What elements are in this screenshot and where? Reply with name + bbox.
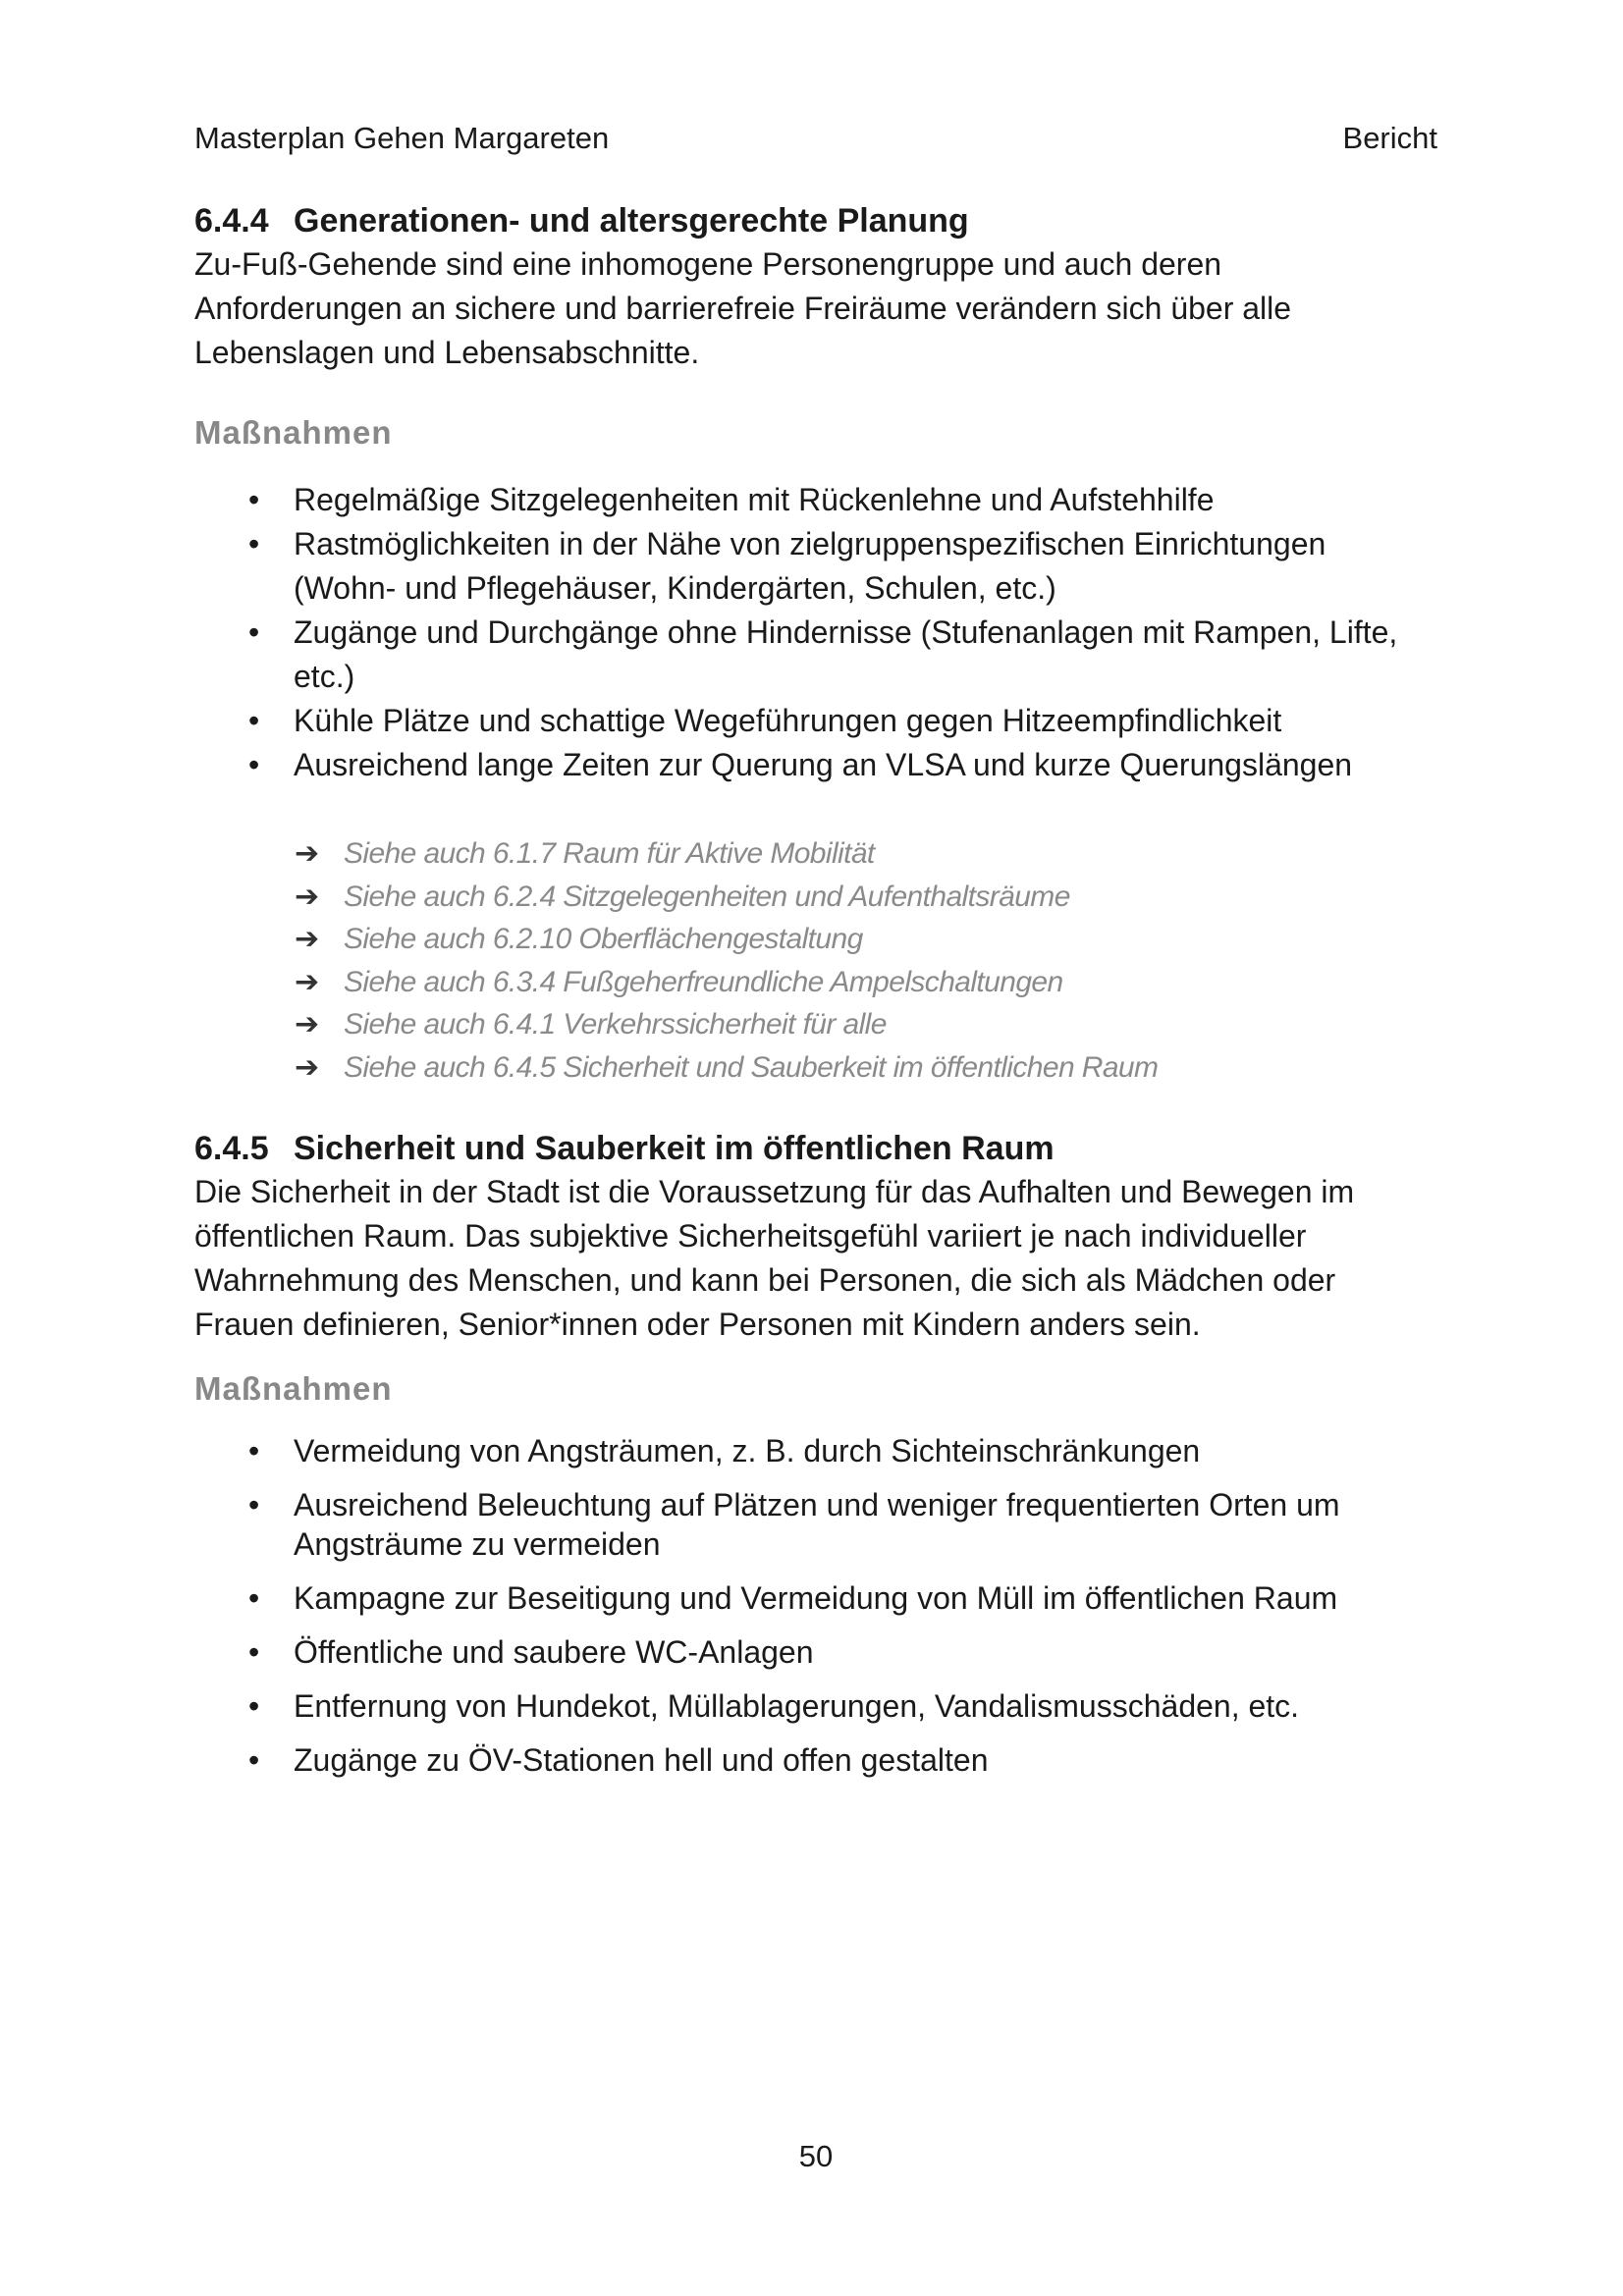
section-number: 6.4.5: [194, 1130, 269, 1167]
header-section-label: Bericht: [1342, 121, 1437, 155]
bullet-icon: •: [248, 1487, 260, 1522]
paragraph-line: Wahrnehmung des Menschen, und kann bei Personen, die sich als Mädchen oder: [194, 1262, 1336, 1298]
section-heading: [194, 199, 1437, 242]
bullet-icon: •: [248, 1688, 260, 1724]
list-item-text: Angsträume zu vermeiden: [294, 1526, 661, 1562]
arrow-right-icon: ➔: [295, 965, 319, 998]
reference-item: [194, 832, 1437, 876]
measures-list-6-4-5: [194, 1431, 1437, 1794]
arrow-right-icon: ➔: [295, 923, 319, 955]
document-page: [194, 0, 1437, 2296]
bullet-icon: •: [248, 1433, 260, 1468]
page-number: 50: [798, 2139, 834, 2173]
reference-text: Siehe auch 6.2.10 Oberflächengestaltung: [344, 923, 863, 955]
bullet-icon: •: [248, 614, 260, 650]
arrow-right-icon: ➔: [295, 837, 319, 870]
reference-list: [194, 832, 1437, 1089]
bullet-icon: •: [248, 1634, 260, 1670]
running-header: [194, 120, 1437, 157]
list-item: [194, 743, 1437, 787]
list-item: [194, 1686, 1437, 1726]
section-paragraph: [194, 242, 1437, 375]
section-heading: [194, 1127, 1437, 1170]
bullet-icon: •: [248, 482, 260, 517]
paragraph-line: Zu-Fuß-Gehende sind eine inhomogene Personengruppe und auch deren: [194, 246, 1222, 282]
reference-text: Siehe auch 6.1.7 Raum für Aktive Mobilität: [344, 837, 875, 870]
measures-heading: Maßnahmen: [194, 1370, 393, 1407]
measures-heading-block: [194, 1367, 1437, 1411]
list-item-text: Entfernung von Hundekot, Müllablagerungen, Vandalismusschäden, etc.: [294, 1688, 1300, 1724]
list-item-text: Ausreichend Beleuchtung auf Plätzen und weniger frequentierten Orten um: [294, 1487, 1340, 1522]
list-item-text: Zugänge und Durchgänge ohne Hindernisse (Stufenanlagen mit Rampen, Lifte,: [294, 614, 1398, 650]
list-item-text: Ausreichend lange Zeiten zur Querung an VLSA und kurze Querungslängen: [294, 747, 1353, 782]
measures-heading-block: [194, 411, 1437, 454]
list-item-text: (Wohn- und Pflegehäuser, Kindergärten, Schulen, etc.): [294, 570, 1056, 606]
paragraph-line: Frauen definieren, Senior*innen oder Personen mit Kindern anders sein.: [194, 1307, 1201, 1342]
section-paragraph: [194, 1170, 1437, 1347]
arrow-right-icon: ➔: [295, 1008, 319, 1041]
reference-item: [194, 918, 1437, 961]
paragraph-line: öffentlichen Raum. Das subjektive Sicherheitsgefühl variiert je nach individueller: [194, 1218, 1307, 1254]
measures-heading: Maßnahmen: [194, 414, 393, 451]
reference-text: Siehe auch 6.4.5 Sicherheit und Sauberkeit im öffentlichen Raum: [344, 1050, 1159, 1084]
list-item-text: Rastmöglichkeiten in der Nähe von zielgruppenspezifischen Einrichtungen: [294, 526, 1326, 561]
section-6-4-4: [194, 199, 1437, 375]
section-title: Sicherheit und Sauberkeit im öffentlichen Raum: [294, 1130, 1055, 1167]
section-title: Generationen- und altersgerechte Planung: [294, 202, 969, 240]
list-item-text: Vermeidung von Angsträumen, z. B. durch Sichteinschränkungen: [294, 1433, 1201, 1468]
section-6-4-5: [194, 1127, 1437, 1347]
arrow-right-icon: ➔: [295, 1050, 319, 1084]
paragraph-line: Die Sicherheit in der Stadt ist die Voraussetzung für das Aufhalten und Bewegen im: [194, 1174, 1355, 1209]
list-item: [194, 699, 1437, 743]
list-item-text: Öffentliche und saubere WC-Anlagen: [294, 1634, 814, 1670]
list-item: [194, 1740, 1437, 1780]
reference-item: [194, 961, 1437, 1004]
reference-text: Siehe auch 6.2.4 Sitzgelegenheiten und Aufenthaltsräume: [344, 880, 1070, 913]
cross-references: [194, 832, 1437, 1089]
list-item: [194, 478, 1437, 522]
list-item-text: Zugänge zu ÖV-Stationen hell und offen gestalten: [294, 1742, 989, 1778]
bullet-icon: •: [248, 1580, 260, 1616]
reference-text: Siehe auch 6.4.1 Verkehrssicherheit für alle: [344, 1008, 887, 1041]
list-item: [194, 1578, 1437, 1618]
bullet-icon: •: [248, 1742, 260, 1778]
bullet-icon: •: [248, 526, 260, 561]
list-item-text: Kampagne zur Beseitigung und Vermeidung von Müll im öffentlichen Raum: [294, 1580, 1338, 1616]
list-item: [194, 1431, 1437, 1470]
header-document-title: Masterplan Gehen Margareten: [194, 121, 610, 155]
list-item: [194, 522, 1437, 611]
reference-item: [194, 1003, 1437, 1046]
bullet-list: [194, 1431, 1437, 1780]
list-item: [194, 611, 1437, 699]
bullet-list: [194, 478, 1437, 787]
reference-item: [194, 1046, 1437, 1090]
list-item-text: etc.): [294, 659, 355, 694]
section-number: 6.4.4: [194, 202, 269, 240]
paragraph-line: Lebenslagen und Lebensabschnitte.: [194, 335, 700, 370]
measures-list-6-4-4: [194, 478, 1437, 787]
list-item-text: Kühle Plätze und schattige Wegeführungen gegen Hitzeempfindlichkeit: [294, 703, 1282, 738]
list-item: [194, 1632, 1437, 1672]
bullet-icon: •: [248, 747, 260, 782]
reference-item: [194, 876, 1437, 919]
list-item-text: Regelmäßige Sitzgelegenheiten mit Rückenlehne und Aufstehhilfe: [294, 482, 1215, 517]
bullet-icon: •: [248, 703, 260, 738]
paragraph-line: Anforderungen an sichere und barrierefreie Freiräume verändern sich über alle: [194, 291, 1292, 326]
reference-text: Siehe auch 6.3.4 Fußgeherfreundliche Ampelschaltungen: [344, 965, 1063, 998]
arrow-right-icon: ➔: [295, 880, 319, 913]
list-item: [194, 1485, 1437, 1564]
